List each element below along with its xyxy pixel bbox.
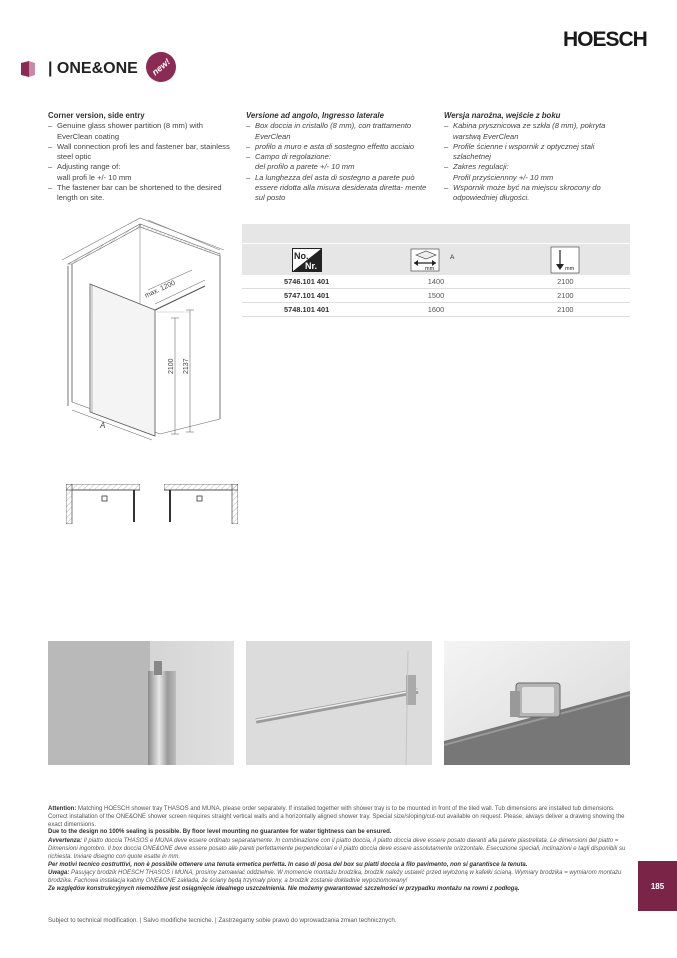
article-number: 5747.101 401	[284, 291, 330, 300]
feature-item: – Wall connection profi les and fastener bar, stainless steel optic	[48, 142, 238, 163]
feature-item: – Wspornik może być na miejscu skrocony do odpowiedniej długości.	[444, 183, 634, 204]
heading-pl: Wersja narożna, wejście z boku	[444, 111, 561, 120]
heading-it: Versione ad angolo, Ingresso laterale	[246, 111, 384, 120]
article-number: 5746.101 401	[284, 277, 330, 286]
plan-view-right	[164, 484, 238, 524]
height-icon	[550, 246, 580, 274]
feature-item: – Profile ścienne i wspornik z optycznej stali szlachetnej	[444, 142, 634, 163]
table-row	[242, 303, 630, 317]
table-row	[242, 289, 630, 303]
shower-screen-icon	[20, 60, 36, 78]
photo-fastener-bar	[246, 641, 432, 765]
feature-item: – Adjusting range of:	[48, 162, 238, 172]
dim-height-2: 2137	[183, 358, 190, 374]
note-it-label: Avvertenza:	[48, 838, 83, 845]
technical-drawing	[60, 214, 230, 454]
description-en	[48, 111, 238, 204]
note-it-text: Il piatto doccia THASOS e MUNA deve essere ordinato separatamente. In combinazione con il piatto doccia, il piatto doccia deve essere posato davanti alla parete piastrellata. Le dimensioni del piatto = Dimensioni ingombro. Il box doccia ONE&ONE deve essere posato alle pareti perfettamente perpendicolari e il piatto doccia deve essere assolutamente orizzontale. Esecuzione speciali, inclinazioni e tagli disponibili su richiesta. Inviare disegno con quote esatte in mm.	[48, 838, 626, 860]
dim-a-label: A	[100, 421, 106, 430]
article-table	[242, 224, 630, 317]
page-number: 185	[638, 861, 677, 911]
height-value: 2100	[557, 305, 574, 314]
feature-item: – profilo a muro e asta di sostegno effetto acciaio	[246, 142, 436, 152]
height-value: 2100	[557, 277, 574, 286]
feature-item: wall profi le +/- 10 mm	[57, 172, 132, 182]
feature-item: – Genuine glass shower partition (8 mm) with EverClean coating	[48, 121, 238, 142]
feature-item: – The fastener bar can be shortened to the desired length on site.	[48, 183, 238, 204]
photo-glass-clamp	[444, 641, 630, 765]
dim-max-label: max. 1200	[143, 279, 177, 300]
article-number-icon	[292, 248, 322, 272]
description-pl	[444, 111, 634, 204]
notes	[48, 806, 632, 895]
width-icon	[410, 247, 462, 273]
photo-wall-profile	[48, 641, 234, 765]
width-value: 1400	[427, 277, 445, 286]
width-value: 1600	[427, 305, 445, 314]
table-row	[242, 275, 630, 289]
footer-note: Subject to technical modification. | Salvo modifiche tecniche. | Zastrzegamy sobie prawo do wprowadzania zmian technicznych.	[48, 917, 397, 924]
header-width	[371, 244, 500, 275]
note-pl-text: Pasujący brodzik HOESCH THASOS i MUNA, prosimy zamawiać oddzielnie. W momencie montażu brodzika, brodzik należy ustawić przed wyłożoną w kafelki ścianą. Wymiary brodzika = wymiarom montażu brodzika. Fachowa instalacja kabiny ONE&ONE zakłada, że ściany będą trzymały piony, a brodzik zostanie dokładnie wypoziomowany!	[48, 870, 622, 885]
feature-item: del profilo a parete +/- 10 mm	[255, 162, 355, 172]
dim-height-1: 2100	[168, 358, 175, 374]
header-article	[242, 244, 371, 275]
note-pl-bold: Ze względów konstrukcyjnych niemożliwe jest osiągnięcie idealnego uszczelnienia. Nie możemy gwarantować szczelności w przypadku montażu na rowni z podłogą.	[48, 885, 520, 892]
article-number: 5748.101 401	[284, 305, 330, 314]
note-en-bold: Due to the design no 100% sealing is possible. By floor level mounting no guarantee for water tightness can be ensured.	[48, 829, 392, 836]
table-band	[242, 224, 630, 243]
feature-item: – Box doccia in cristallo (8 mm), con trattamento EverClean	[246, 121, 436, 142]
new-badge: new!	[140, 46, 182, 88]
series-title: | ONE&ONE	[48, 60, 138, 77]
nr-label: Nr.	[304, 260, 317, 271]
header-height	[501, 244, 630, 275]
height-value: 2100	[557, 291, 574, 300]
height-unit: mm	[565, 265, 575, 272]
table-header	[242, 243, 630, 275]
heading-en: Corner version, side entry	[48, 111, 145, 120]
no-label: No.	[293, 250, 309, 261]
description-it	[246, 111, 436, 204]
feature-item: – Campo di regolazione:	[246, 152, 436, 162]
width-label: A	[449, 253, 455, 261]
feature-item: Profil przyściennny +/- 10 mm	[453, 172, 554, 182]
note-pl-label: Uwaga:	[48, 870, 70, 877]
width-unit: mm	[424, 265, 435, 272]
brand-logo: HOESCH	[563, 28, 647, 51]
note-it-bold: Per motivi tecnico costruttivi, non è possibile ottenere una tenuta ermetica perfetta. In caso di posa del box su piatti doccia a filo pavimento, non si garantisce la tenuta.	[48, 861, 528, 868]
feature-item: – Zakres regulacji:	[444, 162, 634, 172]
plan-view-left	[66, 484, 140, 524]
width-value: 1500	[427, 291, 445, 300]
note-en-label: Attention:	[48, 806, 77, 812]
feature-item: – Kabina prysznicowa ze szkła (8 mm), pokryta warstwą EverClean	[444, 121, 634, 142]
feature-item: – La lunghezza del asta di sostegno a parete può essere ridotta alla misura desiderata diretta- mente sul posto	[246, 173, 436, 204]
note-en-text: Matching HOESCH shower tray THASOS and MUNA, please order separately. If installed together with shower tray is to be mounted in front of the tiled wall. Tub dimensions are installed tub dimensions. Correct installation of the ONE&ONE shower screen requires straight vertical walls and a horizontally aligned shower tray. Special size/sloping/cut-out available on request. Please, always deliver a drawing showing the exact dimensions.	[48, 806, 625, 828]
